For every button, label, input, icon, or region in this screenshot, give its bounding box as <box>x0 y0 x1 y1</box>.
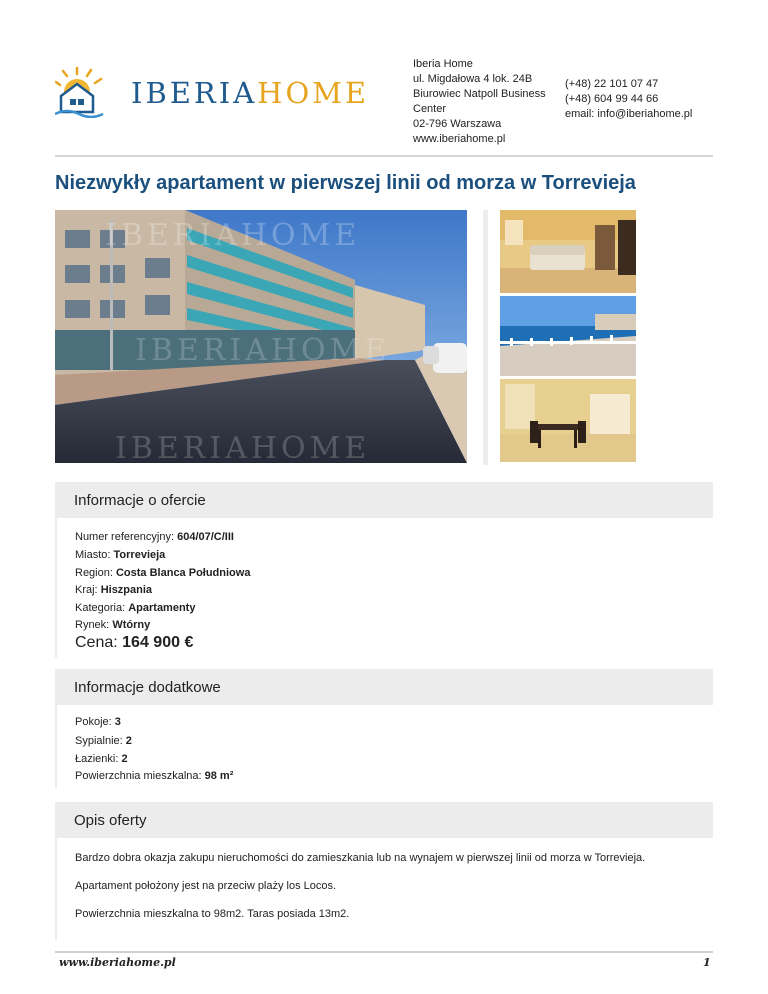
field-region <box>75 567 250 579</box>
thumbnail-image <box>500 379 636 462</box>
section-description-header <box>55 802 713 838</box>
field-bedrooms <box>75 735 132 747</box>
field-country <box>75 584 152 596</box>
field-label: Miasto: <box>75 549 111 561</box>
field-value: Torrevieja <box>113 549 166 561</box>
field-value: 604/07/C/III <box>177 531 234 543</box>
page-number: 1 <box>703 956 711 969</box>
thumbnail-dining-room[interactable] <box>500 379 636 462</box>
header-divider <box>55 155 713 157</box>
thumbnail-image <box>500 210 636 293</box>
company-street: ul. Migdałowa 4 lok. 24B <box>413 73 533 85</box>
footer-divider <box>55 951 713 953</box>
section-description-title: Opis oferty <box>74 812 147 829</box>
company-name: Iberia Home <box>413 58 473 70</box>
company-building-cont: Center <box>413 103 447 115</box>
sun-house-icon <box>55 66 125 118</box>
section-offer-header <box>55 482 713 518</box>
section-offer-border <box>55 518 57 658</box>
field-reference <box>75 531 234 543</box>
field-label: Łazienki: <box>75 753 119 765</box>
company-building: Biurowiec Natpoll Business <box>413 88 546 100</box>
main-photo-image <box>55 210 467 463</box>
photo-watermark-text: IBERIAHOME <box>105 218 361 253</box>
description-paragraph: Apartament położony jest na przeciw plaży los Locos. <box>75 880 337 892</box>
photo-watermark-text: IBERIAHOME <box>115 431 371 463</box>
logo-wordmark <box>131 76 369 110</box>
thumbnail-sea-view[interactable] <box>500 296 636 376</box>
field-value: Hiszpania <box>100 584 153 596</box>
field-label: Rynek: <box>75 619 110 631</box>
field-value: 2 <box>121 753 128 765</box>
field-label: Numer referencyjny: <box>75 531 175 543</box>
field-value: 98 m² <box>204 770 234 782</box>
field-city <box>75 549 165 561</box>
field-label: Kraj: <box>75 584 98 596</box>
email[interactable]: email: info@iberiahome.pl <box>565 108 693 120</box>
field-rooms <box>75 716 121 728</box>
field-value: 2 <box>125 735 132 747</box>
field-label: Sypialnie: <box>75 735 123 747</box>
field-value: Apartamenty <box>128 602 196 614</box>
section-additional-header <box>55 669 713 705</box>
field-value: Costa Blanca Południowa <box>115 567 251 579</box>
description-paragraph: Powierzchnia mieszkalna to 98m2. Taras posiada 13m2. <box>75 908 350 920</box>
logo-wordmark-part2: HOME <box>257 76 370 110</box>
photo-divider <box>483 210 488 465</box>
listing-title: Niezwykły apartament w pierwszej linii od morza w Torrevieja <box>55 172 636 194</box>
section-offer-title: Informacje o ofercie <box>74 492 206 509</box>
field-value: Wtórny <box>112 619 151 631</box>
phone-2[interactable]: (+48) 604 99 44 66 <box>565 93 659 105</box>
company-address <box>413 57 546 147</box>
field-value: 3 <box>114 716 121 728</box>
section-additional-title: Informacje dodatkowe <box>74 679 221 696</box>
company-city: 02-796 Warszawa <box>413 118 502 130</box>
price-label: Cena: <box>75 634 118 651</box>
field-price <box>75 634 193 652</box>
description-paragraph: Bardzo dobra okazja zakupu nieruchomości do zamieszkania lub na wynajem w pierwszej linii od morza w Torrevieja. <box>75 852 646 864</box>
main-photo[interactable] <box>55 210 467 463</box>
footer-website[interactable]: www.iberiahome.pl <box>59 956 176 969</box>
logo-wordmark-part1: IBERIA <box>131 76 258 110</box>
field-label: Region: <box>75 567 113 579</box>
field-label: Powierzchnia mieszkalna: <box>75 770 202 782</box>
section-description-border <box>55 838 57 940</box>
section-additional-border <box>55 705 57 788</box>
price-value: 164 900 € <box>122 634 194 651</box>
field-living-area <box>75 770 233 782</box>
photo-watermark-text: IBERIAHOME <box>135 333 391 368</box>
thumbnail-image <box>500 296 636 376</box>
field-label: Pokoje: <box>75 716 112 728</box>
field-bathrooms <box>75 753 128 765</box>
company-contacts <box>565 77 692 122</box>
company-website[interactable]: www.iberiahome.pl <box>413 133 506 145</box>
phone-1[interactable]: (+48) 22 101 07 47 <box>565 78 659 90</box>
thumbnail-living-room[interactable] <box>500 210 636 293</box>
field-category <box>75 602 195 614</box>
company-logo <box>55 66 375 118</box>
field-label: Kategoria: <box>75 602 126 614</box>
field-market <box>75 619 150 631</box>
